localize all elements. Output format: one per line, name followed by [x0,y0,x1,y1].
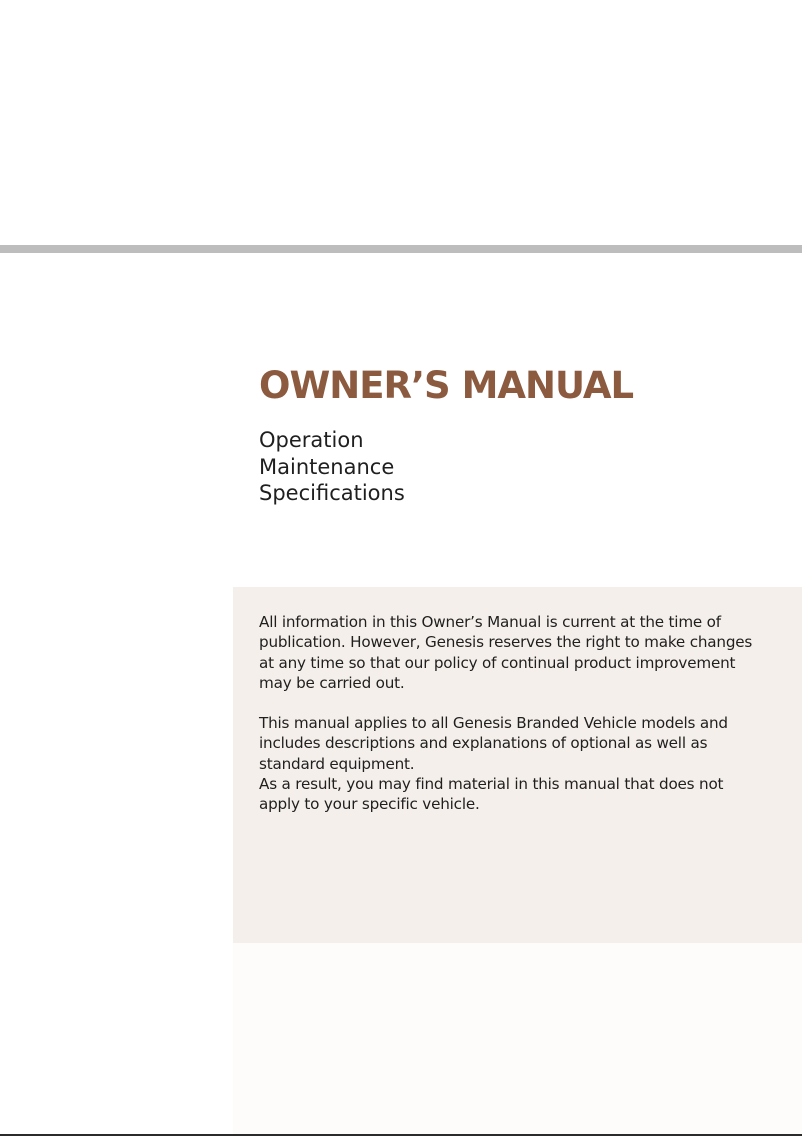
subtitle-specifications: Specifications [259,481,405,505]
top-divider [0,245,802,253]
manual-title: OWNER’S MANUAL [259,364,634,407]
notice-paragraph-current-info: All information in this Owner’s Manual is current at the time of publication. However, Genesis reserves the right to make changes at any time so that our policy of continual product improvement may be carried out. [259,613,753,692]
subtitle-operation: Operation [259,428,364,452]
subtitle-maintenance: Maintenance [259,454,395,479]
notice-paragraph-specific-vehicle: As a result, you may find material in this manual that does not apply to your specific vehicle. [259,775,724,814]
lower-panel [233,943,802,1134]
manual-subtitles [259,427,405,507]
notice-paragraph-applicability: This manual applies to all Genesis Branded Vehicle models and includes descriptions and explanations of optional as well as standard equipment. [259,714,728,773]
publication-notice [233,587,802,943]
